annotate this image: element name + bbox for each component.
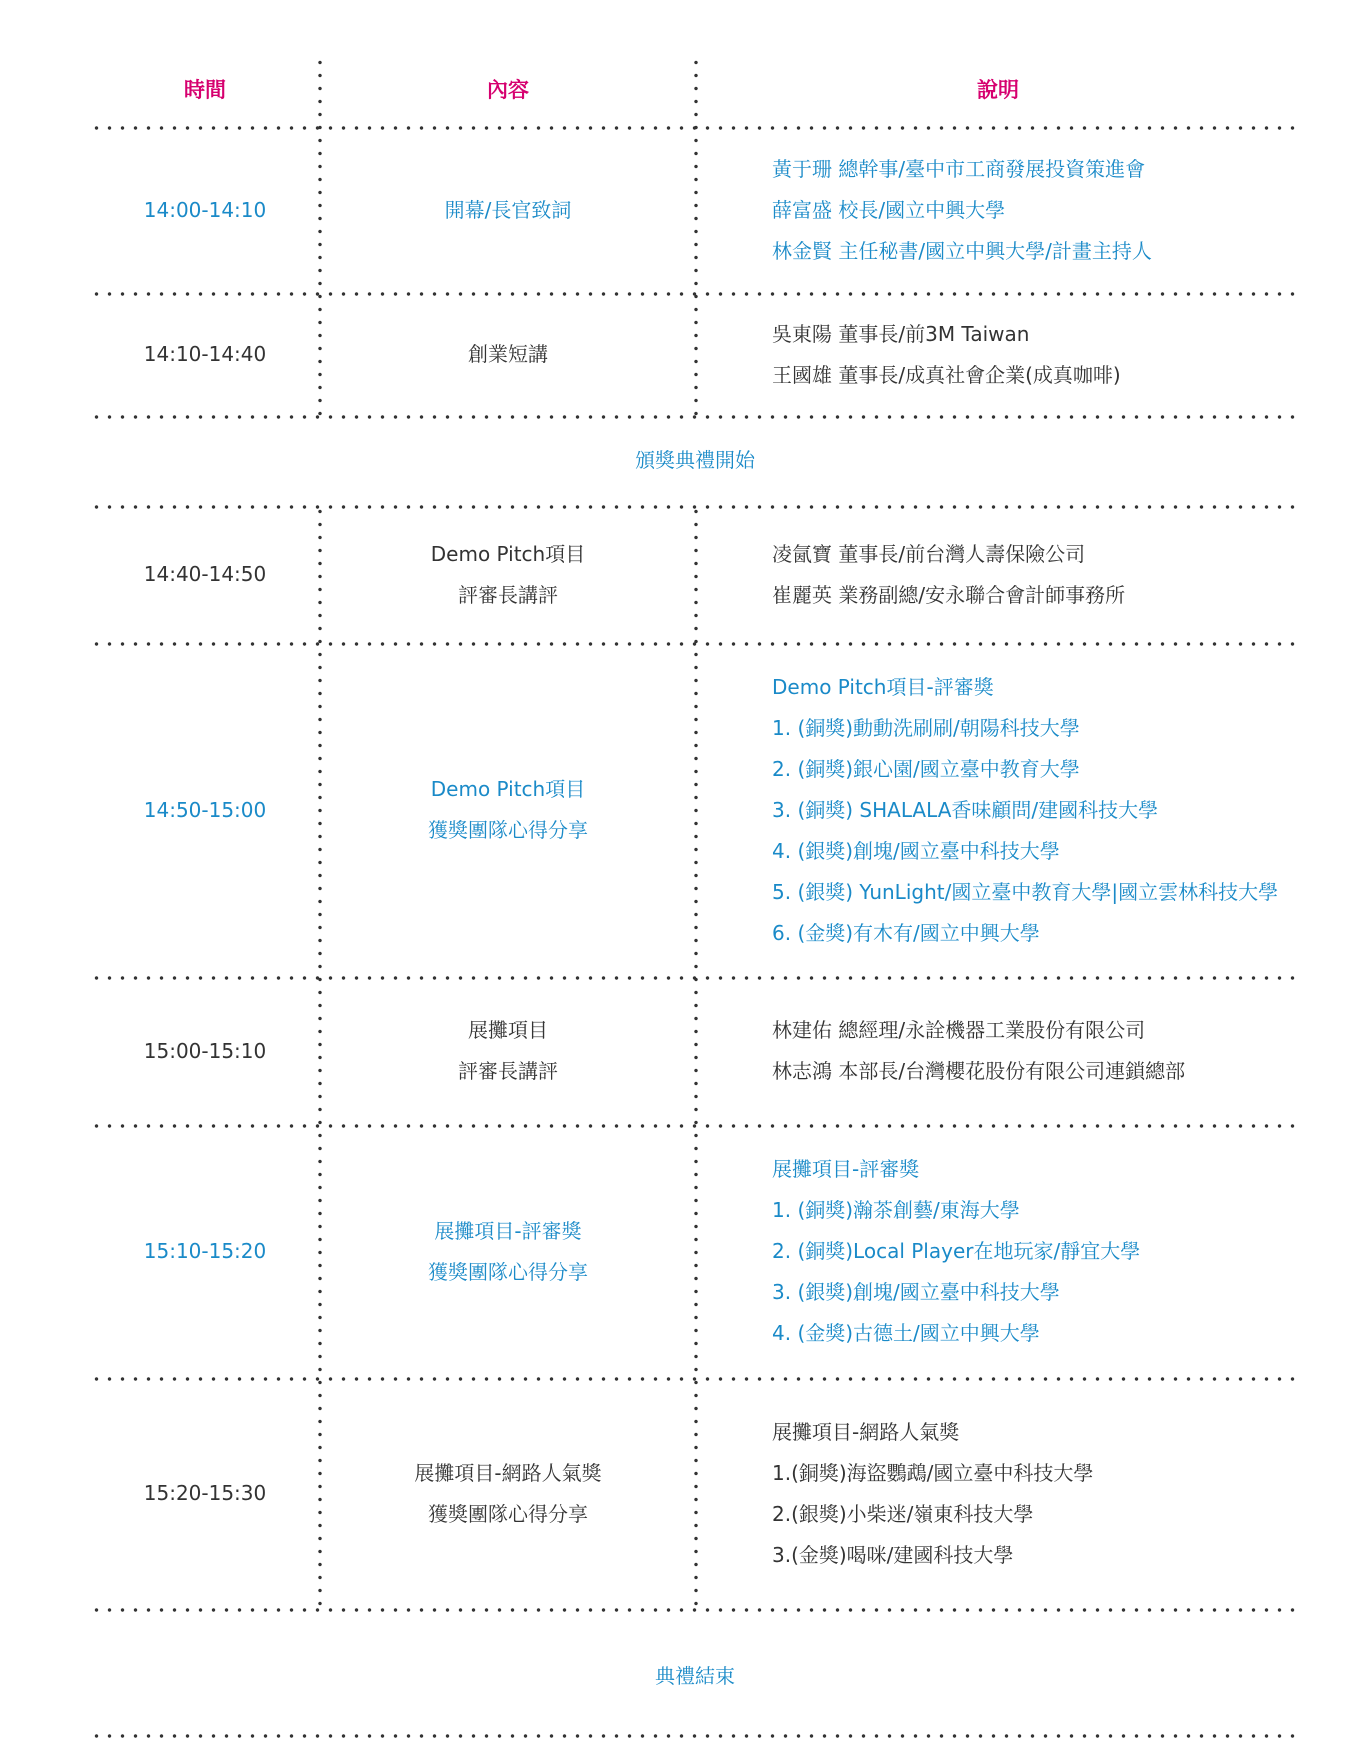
row-description (772, 128, 1300, 292)
content-line: Demo Pitch項目 (430, 777, 586, 801)
description-line: 4. (銀獎)創塊/國立臺中科技大學 (772, 838, 1060, 863)
content-line: 創業短講 (468, 342, 548, 366)
row-description (772, 978, 1300, 1124)
description-line: 6. (金獎)有木有/國立中興大學 (772, 920, 1040, 945)
content-line: 展攤項目 (468, 1018, 548, 1042)
row-content (320, 1126, 696, 1377)
content-line: 展攤項目-網路人氣獎 (414, 1460, 602, 1485)
ceremony-start-label: 頒獎典禮開始 (635, 448, 755, 472)
description-line: 林金賢 主任秘書/國立中興大學/計畫主持人 (772, 238, 1152, 263)
ceremony-end-label: 典禮結束 (655, 1664, 735, 1688)
description-line: 凌氤寶 董事長/前台灣人壽保險公司 (772, 541, 1086, 566)
divider (90, 1734, 1300, 1738)
description-line: 1.(銅獎)海盜鸚鵡/國立臺中科技大學 (772, 1460, 1094, 1485)
header-time: 時間 (184, 78, 226, 102)
description-line: 2.(銀獎)小柴迷/嶺東科技大學 (772, 1501, 1034, 1526)
description-line: 3. (銅獎) SHALALA香味顧問/建國科技大學 (772, 797, 1159, 822)
description-line: 1. (銅獎)動動洗刷刷/朝陽科技大學 (772, 715, 1080, 740)
description-line: 2. (銅獎)銀心園/國立臺中教育大學 (772, 756, 1080, 781)
row-description (772, 1379, 1300, 1608)
row-time: 14:10-14:40 (143, 342, 267, 366)
row-description (772, 1126, 1300, 1377)
header-description: 說明 (977, 78, 1019, 102)
description-line: 吳東陽 董事長/前3M Taiwan (772, 321, 1030, 346)
description-line: 4. (金獎)古德土/國立中興大學 (772, 1321, 1040, 1345)
row-description (772, 294, 1300, 415)
description-line: 1. (銅獎)瀚茶創藝/東海大學 (772, 1198, 1020, 1222)
content-line: Demo Pitch項目 (430, 541, 586, 566)
description-line: 展攤項目-網路人氣獎 (772, 1419, 960, 1444)
row-time: 14:50-15:00 (143, 797, 267, 822)
description-line: 崔麗英 業務副總/安永聯合會計師事務所 (772, 582, 1126, 607)
content-line: 獲獎團隊心得分享 (428, 1501, 588, 1526)
row-content (320, 978, 696, 1124)
description-line: 黃于珊 總幹事/臺中市工商發展投資策進會 (772, 156, 1146, 181)
row-content (320, 644, 696, 976)
row-description (772, 507, 1300, 642)
content-line: 評審長講評 (458, 1059, 558, 1083)
description-line: Demo Pitch項目-評審獎 (772, 674, 994, 699)
description-line: 5. (銀獎) YunLight/國立臺中教育大學|國立雲林科技大學 (772, 879, 1279, 904)
description-line: 林志鴻 本部長/台灣櫻花股份有限公司連鎖總部 (772, 1059, 1186, 1083)
row-time: 15:20-15:30 (143, 1481, 267, 1505)
row-content (320, 294, 696, 415)
description-line: 林建佑 總經理/永詮機器工業股份有限公司 (772, 1018, 1146, 1042)
description-line: 王國雄 董事長/成真社會企業(成真咖啡) (772, 362, 1121, 387)
content-line: 獲獎團隊心得分享 (428, 818, 588, 842)
description-line: 3. (銀獎)創塊/國立臺中科技大學 (772, 1280, 1060, 1304)
description-line: 展攤項目-評審獎 (772, 1157, 920, 1181)
content-line: 開幕/長官致詞 (444, 197, 572, 222)
row-content (320, 507, 696, 642)
content-line: 展攤項目-評審獎 (434, 1218, 582, 1243)
content-line: 評審長講評 (458, 582, 558, 607)
header-content: 內容 (487, 78, 529, 102)
row-time: 14:00-14:10 (143, 197, 267, 222)
row-time: 14:40-14:50 (143, 562, 267, 586)
description-line: 薛富盛 校長/國立中興大學 (772, 197, 1006, 222)
row-time: 15:10-15:20 (143, 1239, 267, 1263)
row-content (320, 128, 696, 292)
row-time: 15:00-15:10 (143, 1038, 267, 1063)
row-description (772, 644, 1300, 976)
description-line: 3.(金獎)喝咪/建國科技大學 (772, 1542, 1014, 1567)
description-line: 2. (銅獎)Local Player在地玩家/靜宜大學 (772, 1239, 1141, 1263)
content-line: 獲獎團隊心得分享 (428, 1259, 588, 1284)
row-content (320, 1379, 696, 1608)
